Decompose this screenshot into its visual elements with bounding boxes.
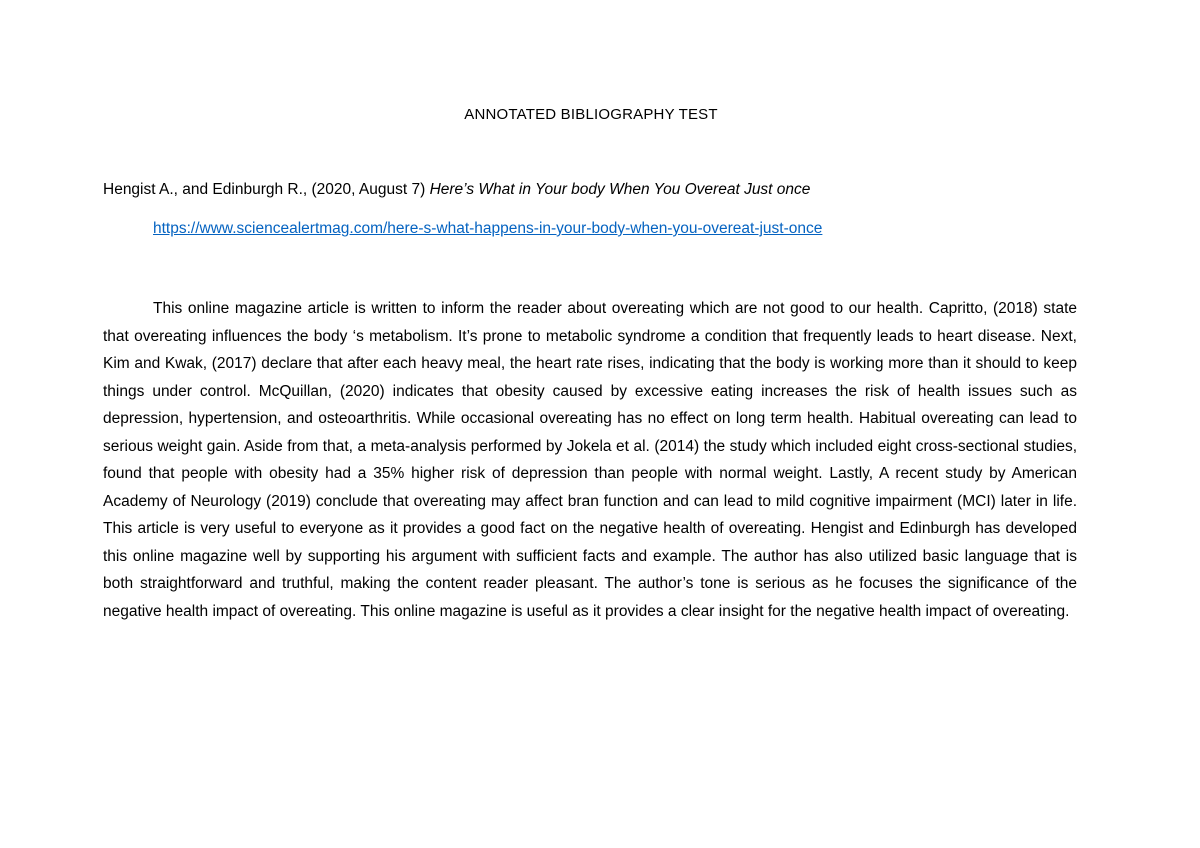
citation-authors-date: Hengist A., and Edinburgh R., (2020, August 7) [103, 181, 430, 198]
citation [103, 181, 1083, 199]
citation-url-link[interactable]: https://www.sciencealertmag.com/here-s-what-happens-in-your-body-when-you-overeat-just-once [153, 220, 823, 237]
citation-work-title: Here’s What in Your body When You Overeat Just once [429, 181, 811, 198]
document-title: ANNOTATED BIBLIOGRAPHY TEST [464, 106, 718, 123]
annotation-paragraph: This online magazine article is written to inform the reader about overeating which are not good to our health. Capritto, (2018) state that overeating influences the body ‘s metabolism. It’s prone to metabolic syndrome a condition that frequently leads to heart disease. Next, Kim and Kwak, (2017) declare that after each heavy meal, the heart rate rises, indicating that the body is working more than it should to keep things under control. McQuillan, (2020) indicates that obesity caused by excessive eating increases the risk of health issues such as depression, hypertension, and osteoarthritis. While occasional overeating has no effect on long term health. Habitual overeating can lead to serious weight gain. Aside from that, a meta-analysis performed by Jokela et al. (2014) the study which included eight cross-sectional studies, found that people with obesity had a 35% higher risk of depression than people with normal weight. Lastly, A recent study by American Academy of Neurology (2019) conclude that overeating may affect bran function and can lead to mild cognitive impairment (MCI) later in life. This article is very useful to everyone as it provides a good fact on the negative health of overeating. Hengist and Edinburgh has developed this online magazine well by supporting his argument with sufficient facts and example. The author has also utilized basic language that is both straightforward and truthful, making the content reader pleasant. The author’s tone is serious as he focuses the significance of the negative health impact of overeating. This online magazine is useful as it provides a clear insight for the negative health impact of overeating. [103, 300, 1077, 620]
